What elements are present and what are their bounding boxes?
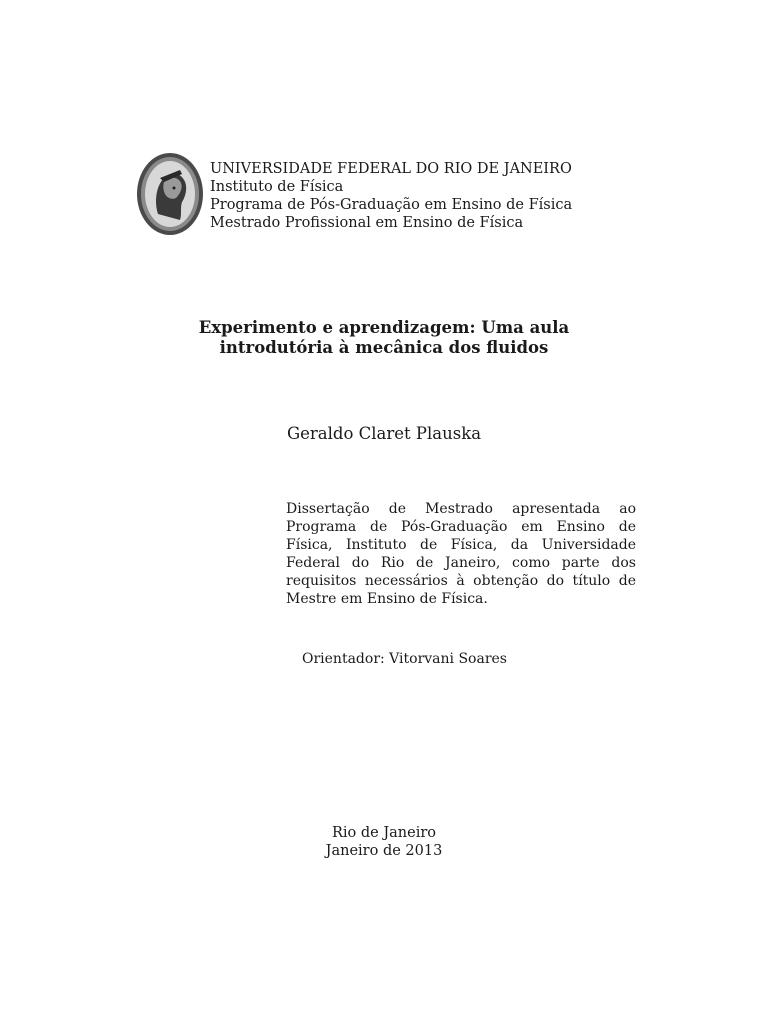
university-seal: [136, 152, 204, 236]
author-name: Geraldo Claret Plauska: [286, 424, 482, 443]
institution-header: [210, 160, 572, 232]
dissertation-title: [150, 318, 618, 358]
university-seal-minerva-icon: [136, 152, 204, 236]
date: Janeiro de 2013: [325, 843, 443, 859]
title-line-2: introdutória à mecânica dos fluidos: [219, 338, 549, 357]
program-name: Programa de Pós-Graduação em Ensino de Física: [210, 197, 573, 213]
degree-name: Mestrado Profissional em Ensino de Física: [210, 215, 524, 231]
title-line-1: Experimento e aprendizagem: Uma aula: [198, 318, 570, 337]
advisor-line: Orientador: Vitorvani Soares: [302, 651, 507, 667]
place-and-date: [250, 824, 518, 860]
place: Rio de Janeiro: [331, 825, 437, 841]
university-name: UNIVERSIDADE FEDERAL DO RIO DE JANEIRO: [210, 161, 572, 177]
institute-name: Instituto de Física: [210, 179, 344, 195]
dissertation-abstract: Dissertação de Mestrado apresentada ao Programa de Pós-Graduação em Ensino de Física, Instituto de Física, da Universidade Federal do Rio de Janeiro, como parte dos requisitos necessários à obtenção do título de Mestre em Ensino de Física.: [286, 501, 636, 607]
